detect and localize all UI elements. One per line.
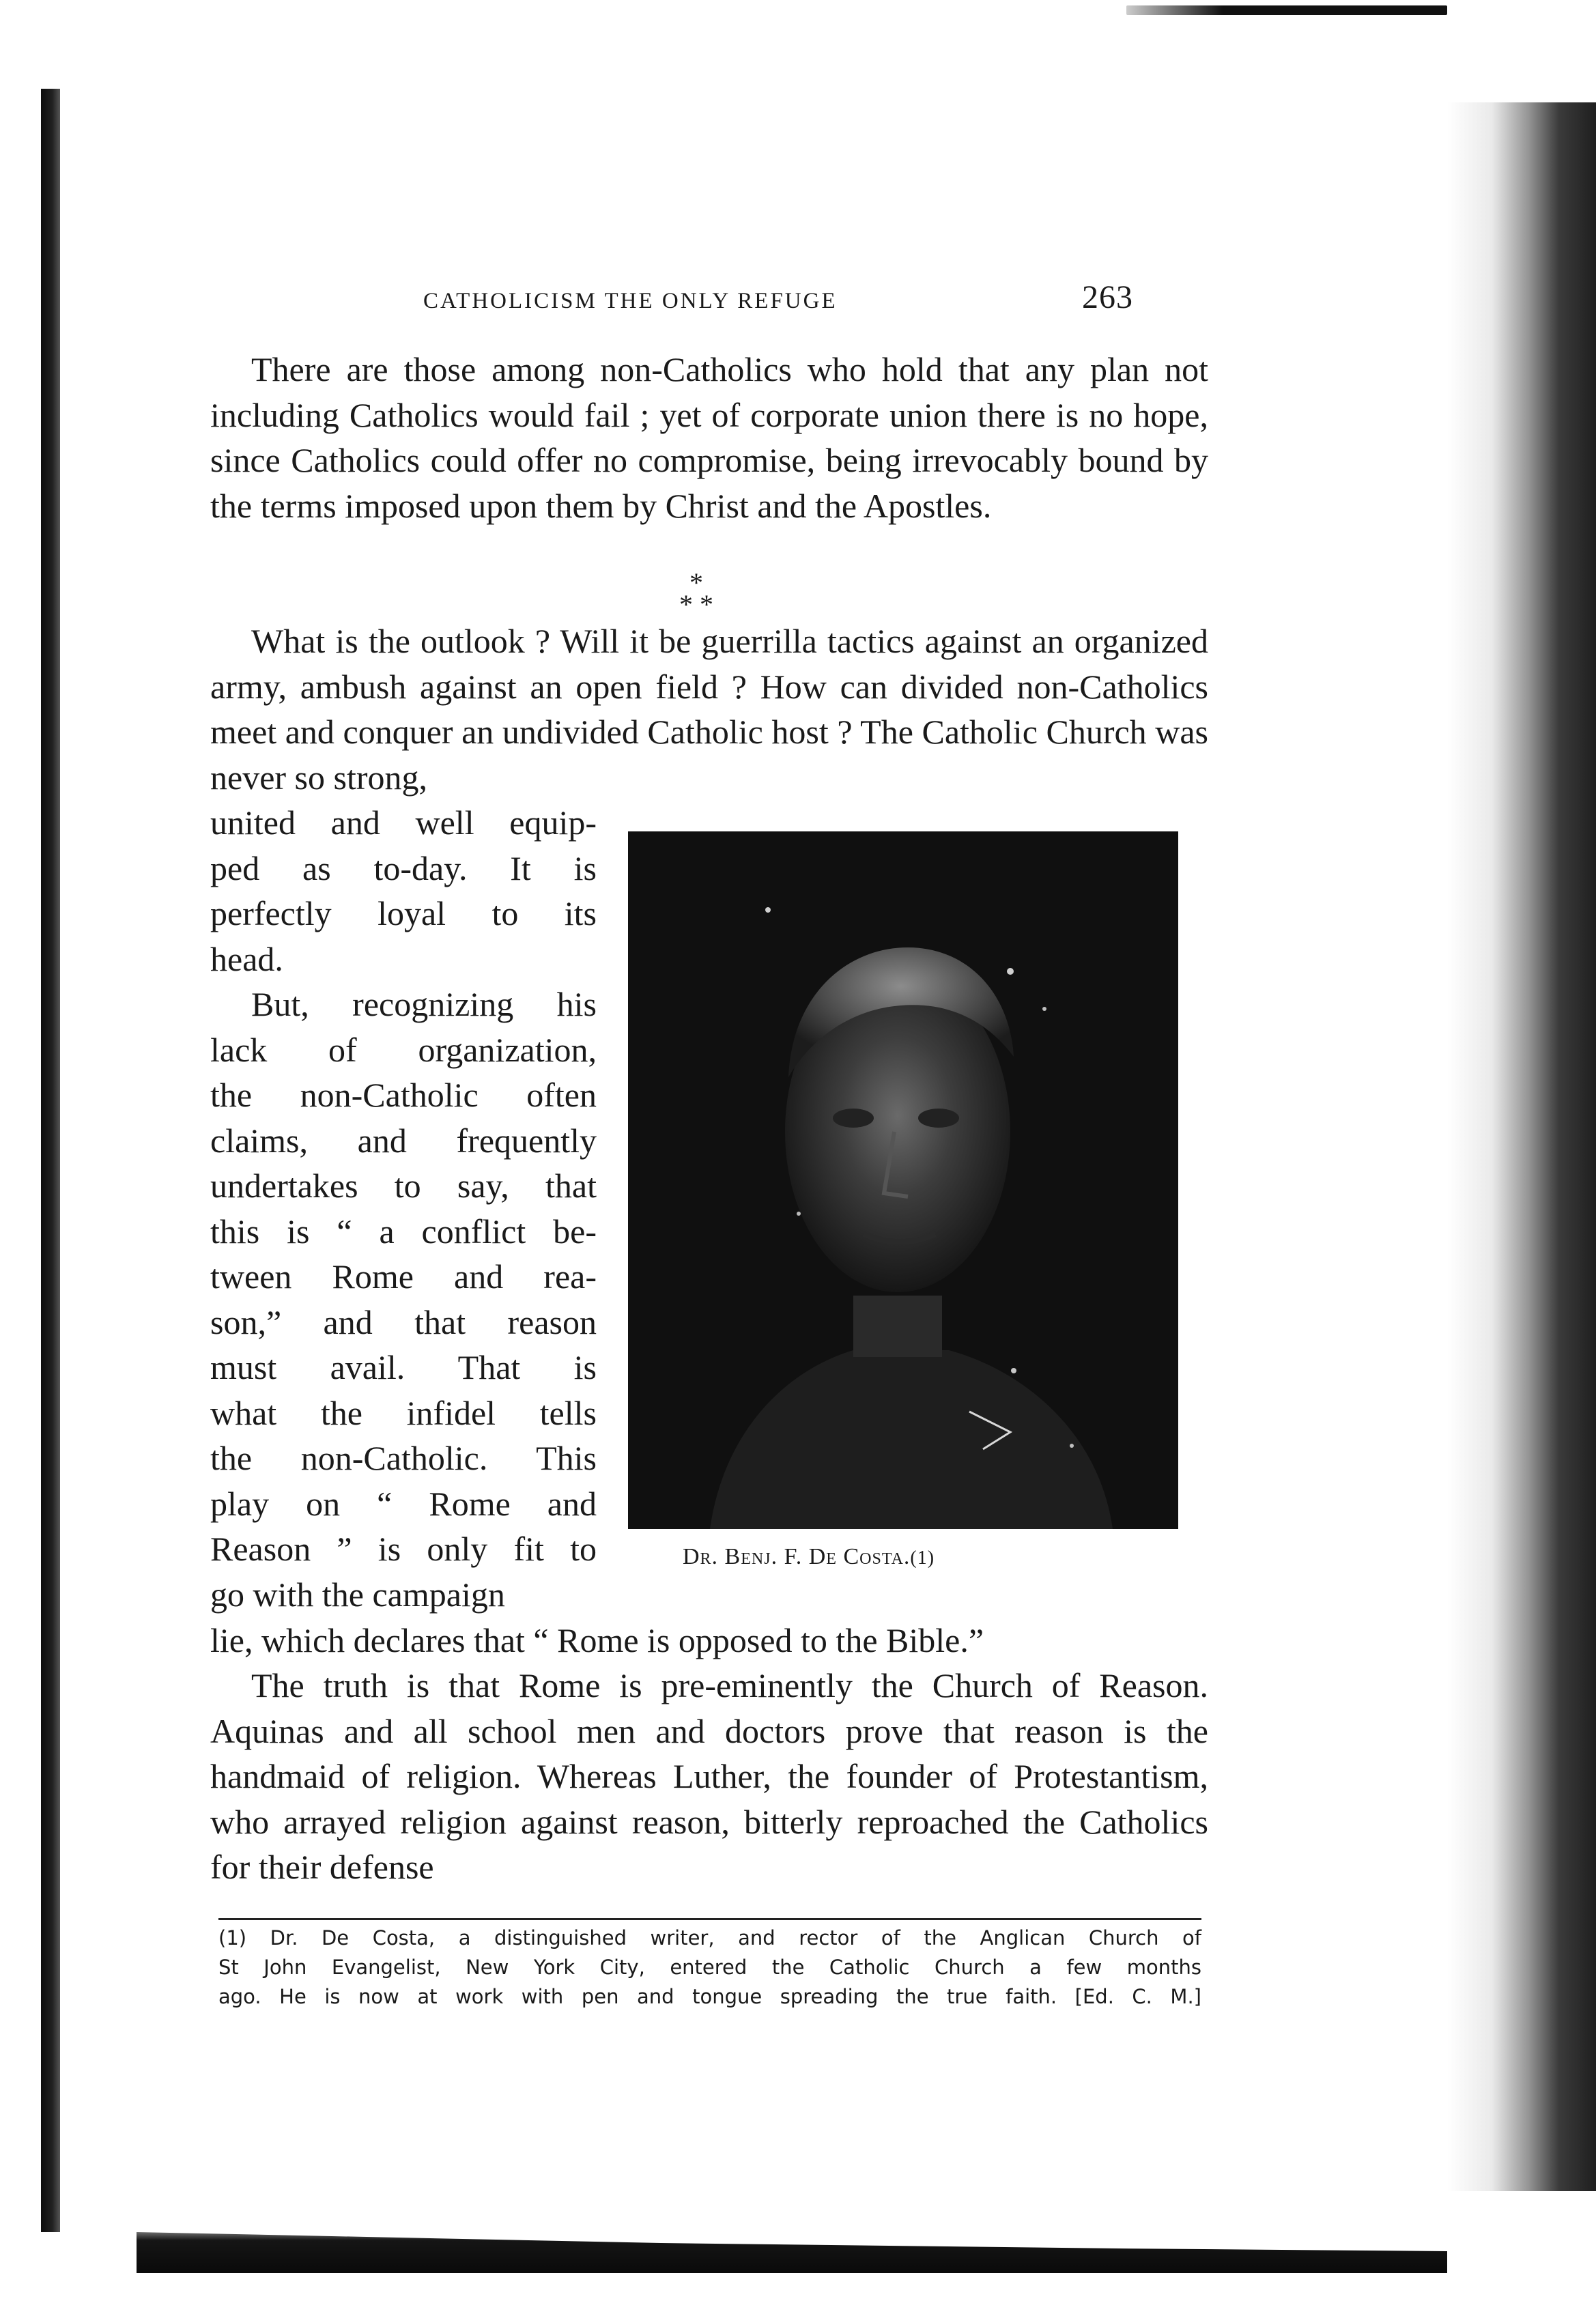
running-head (423, 278, 1133, 319)
footnote (218, 1924, 1201, 2012)
wrap-line: play on “ Rome and (210, 1484, 597, 1523)
wrap-line: must avail. That is (210, 1348, 597, 1386)
footnote-line: (1) Dr. De Costa, a distinguished writer, and rector of the Anglican Church of (218, 1926, 1201, 1949)
wrap-line: tween Rome and rea- (210, 1257, 597, 1296)
wrap-line: Reason ” is only fit to (210, 1530, 597, 1568)
wrap-line: claims, and frequently (210, 1121, 597, 1160)
scan-left-edge (41, 89, 60, 2232)
figure-caption (683, 1544, 1174, 1570)
wrap-line: go with the campaign (210, 1575, 505, 1614)
page-number: 263 (1082, 279, 1133, 315)
caption-text: Dr. Benj. F. De Costa. (683, 1544, 911, 1569)
paragraph-2 (210, 618, 1208, 800)
scan-right-edge (1447, 102, 1596, 2191)
paragraph-4-text: The truth is that Rome is pre-eminently the Church of Reason. Aquinas and all school men and doctors prove that reason is the handmaid of religion. Whereas Luther, the founder of Protestantism, who arrayed religion against reason, bitterly reproached the Catholics for their defense (210, 1666, 1208, 1886)
paragraph-3-text: lie, which declares that “ Rome is opposed to the Bible.” (210, 1621, 984, 1659)
scan-top-edge (1126, 5, 1447, 15)
asterism-top: * (689, 567, 703, 598)
wrap-line: head. (210, 939, 283, 978)
wrap-line: what the infidel tells (210, 1393, 597, 1432)
wrap-line: undertakes to say, that (210, 1167, 597, 1205)
wrap-line: son,” and that reason (210, 1302, 597, 1341)
footnote-rule (218, 1918, 1201, 1920)
scan-bottom-edge (137, 2218, 1447, 2273)
wrap-line: perfectly loyal to its (210, 894, 597, 932)
running-title: CATHOLICISM THE ONLY REFUGE (423, 289, 838, 313)
paragraph-2-text: What is the outlook ? Will it be guerrilla tactics against an organized army, ambush against an open field ? How can divided non-Catholics meet and conquer an undivided Catholic host ? The Catholic Church was never so strong, (210, 622, 1208, 797)
footnote-line: St John Evangelist, New York City, entered the Catholic Church a few months (218, 1956, 1201, 1979)
caption-note-marker: (1) (910, 1547, 935, 1569)
portrait-photo (628, 831, 1178, 1529)
paragraph-1-text: There are those among non-Catholics who hold that any plan not including Catholics would fail ; yet of corporate union there is no hope, since Catholics could offer no compromise, being irrevocably bound by the terms imposed upon them by Christ and the Apostles. (210, 350, 1208, 525)
asterism-bottom: * * (679, 589, 713, 620)
paragraph-3 (210, 1618, 1208, 1663)
wrapped-text-1 (210, 800, 597, 982)
wrap-line: united and well equip- (210, 803, 597, 842)
wrap-line: But, recognizing his (251, 985, 597, 1023)
wrap-line: lack of organization, (210, 1030, 597, 1069)
wrap-line: this is “ a conflict be- (210, 1212, 597, 1251)
wrap-line: the non-Catholic. This (210, 1439, 597, 1477)
portrait-silhouette (628, 831, 1178, 1529)
wrap-line: ped as to-day. It is (210, 848, 597, 887)
paragraph-4 (210, 1663, 1208, 1890)
wrap-line: the non-Catholic often (210, 1076, 597, 1114)
footnote-line: ago. He is now at work with pen and tongue spreading the true faith. [Ed. C. M.] (218, 1985, 1201, 2008)
paragraph-1 (210, 347, 1208, 528)
wrapped-text-2 (210, 982, 597, 1617)
asterism (642, 567, 751, 620)
